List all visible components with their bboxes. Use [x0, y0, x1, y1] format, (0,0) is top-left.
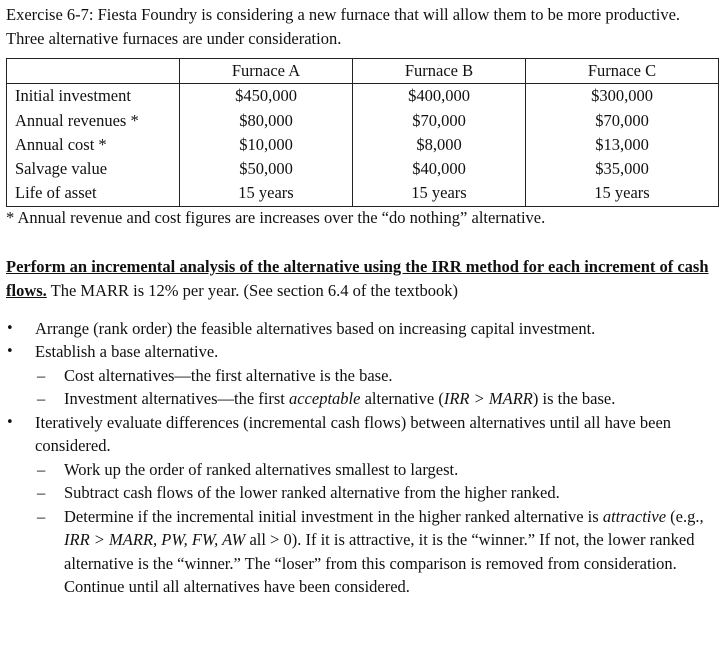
text-run-italic: acceptable: [288, 389, 361, 409]
header-furnace-b: Furnace B: [353, 59, 526, 84]
sub-item-text: [64, 389, 615, 408]
cell-a: $10,000: [180, 133, 353, 157]
cell-c: $35,000: [526, 157, 719, 181]
sub-list: [35, 364, 718, 411]
cell-b: $40,000: [353, 157, 526, 181]
table-row: [7, 157, 719, 181]
task-instruction-emphasis: Perform an incremental analysis of the alternative using the IRR method for each increment of cash flows.: [6, 256, 709, 300]
row-label: Salvage value: [7, 157, 180, 181]
task-instruction-rest: The MARR is 12% per year. (See section 6.4 of the textbook): [46, 280, 458, 300]
dash-icon: –: [37, 506, 46, 526]
document-page: [6, 3, 718, 599]
sub-item-text: Subtract cash flows of the lower ranked alternative from the higher ranked.: [64, 483, 560, 503]
cell-c: $13,000: [526, 133, 719, 157]
bullet-text: Establish a base alternative.: [35, 342, 219, 362]
text-run: (e.g.,: [666, 506, 704, 526]
bullet-text: Iteratively evaluate differences (incremental cash flows) between alternatives until all have been considered.: [35, 412, 672, 456]
table-row: [7, 181, 719, 206]
cell-b: $400,000: [353, 84, 526, 109]
dash-icon: –: [37, 389, 46, 409]
sub-list-item: [7, 481, 718, 505]
text-run-italic: IRR > MARR, PW, FW, AW: [64, 530, 246, 550]
bullet-icon: •: [6, 414, 14, 430]
sub-item-text: Cost alternatives—the first alternative is the base.: [64, 365, 393, 385]
cell-a: $80,000: [180, 109, 353, 133]
header-cell-empty: [7, 59, 180, 84]
cell-c: 15 years: [526, 181, 719, 206]
table-footnote: * Annual revenue and cost figures are increases over the “do nothing” alternative.: [6, 207, 546, 227]
list-item: [6, 340, 718, 411]
text-run: Investment alternatives—the first: [64, 389, 289, 409]
table-row: [7, 84, 719, 109]
header-furnace-c: Furnace C: [526, 59, 719, 84]
text-run: Determine if the incremental initial investment in the higher ranked alternative is: [64, 506, 603, 526]
cell-b: 15 years: [353, 181, 526, 206]
cell-b: $8,000: [353, 133, 526, 157]
cell-c: $70,000: [526, 109, 719, 133]
sub-list-item: [7, 364, 718, 388]
sub-item-text: Work up the order of ranked alternatives smallest to largest.: [64, 459, 459, 479]
text-run: all > 0). If it is attractive, it is the “winner.” If not, the lower ranked alternative is the “winner.” The “loser” from this comparison is removed from consideration. Continue until all alternatives have been considered.: [64, 530, 695, 597]
dash-icon: –: [37, 483, 46, 503]
row-label: Annual revenues *: [7, 109, 180, 133]
dash-icon: –: [37, 459, 46, 479]
text-run-italic: IRR > MARR: [443, 389, 533, 409]
bullet-icon: •: [6, 320, 14, 336]
sub-list-item: [7, 387, 718, 411]
row-label: Annual cost *: [7, 133, 180, 157]
table-row: [7, 109, 719, 133]
text-run: alternative (: [360, 389, 444, 409]
task-statement: [6, 255, 718, 303]
sub-list-item: [7, 458, 718, 482]
row-label: Life of asset: [7, 181, 180, 206]
text-run-italic: attractive: [602, 506, 667, 526]
row-label: Initial investment: [7, 84, 180, 109]
furnace-table: [6, 58, 719, 207]
cell-b: $70,000: [353, 109, 526, 133]
cell-a: $450,000: [180, 84, 353, 109]
sub-item-text: [64, 507, 704, 597]
cell-a: $50,000: [180, 157, 353, 181]
sub-list-item: [7, 505, 718, 599]
cell-a: 15 years: [180, 181, 353, 206]
header-furnace-a: Furnace A: [180, 59, 353, 84]
list-item: [6, 317, 718, 341]
bullet-text: Arrange (rank order) the feasible alternatives based on increasing capital investment.: [35, 318, 596, 338]
text-run: ) is the base.: [532, 389, 616, 409]
bullet-icon: •: [6, 344, 14, 360]
list-item: [6, 411, 718, 599]
procedure-list: [6, 317, 718, 599]
table-row: [7, 133, 719, 157]
dash-icon: –: [37, 365, 46, 385]
sub-list: [35, 458, 718, 599]
cell-c: $300,000: [526, 84, 719, 109]
table-header-row: [7, 59, 719, 84]
exercise-title: Exercise 6-7: Fiesta Foundry is considering a new furnace that will allow them to be more productive. Three alternative furnaces are under consideration.: [6, 5, 681, 48]
